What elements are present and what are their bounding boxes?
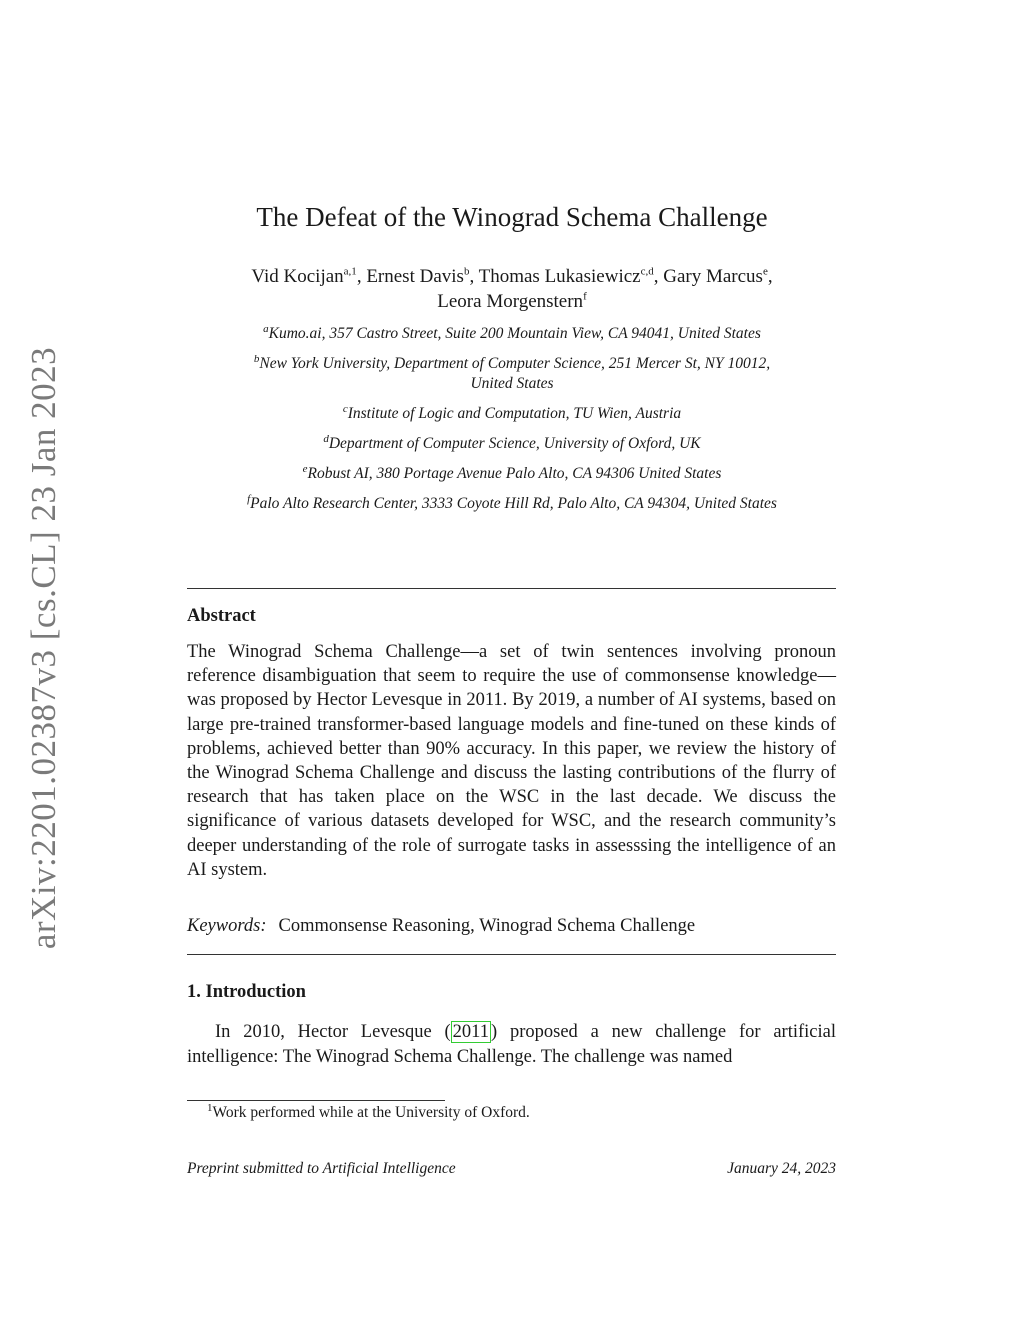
- keywords: [187, 916, 836, 937]
- affiliation-mark: b: [253, 352, 260, 365]
- footer-date: January 24, 2023: [727, 1160, 836, 1177]
- abstract-bottom-rule: [187, 954, 836, 955]
- author-affiliation-mark: b: [463, 265, 470, 278]
- affiliation-text-continued: United States: [470, 375, 554, 392]
- abstract-top-rule: [187, 588, 836, 589]
- author-affiliation-mark: c,d: [640, 265, 654, 278]
- author-affiliation-mark: f: [583, 290, 587, 303]
- citation-link[interactable]: 2011: [452, 1022, 489, 1042]
- affiliation-d: [170, 434, 854, 454]
- affiliation-b: [170, 354, 854, 394]
- keywords-label: Keywords:: [187, 916, 267, 936]
- author-affiliation-mark: e: [762, 265, 768, 278]
- footnote-rule: [187, 1100, 445, 1101]
- affiliation-e: [170, 464, 854, 484]
- footnote-text: Work performed while at the University of Oxford.: [212, 1104, 530, 1121]
- author-line-1: [150, 264, 874, 289]
- paper-title: The Defeat of the Winograd Schema Challenge: [256, 202, 768, 232]
- affiliation-mark: a: [263, 322, 269, 335]
- author-name: Thomas Lukasiewicz: [478, 266, 641, 287]
- affiliation-text: Department of Computer Science, University of Oxford, UK: [328, 435, 701, 452]
- affiliation-text: Institute of Logic and Computation, TU Wien, Austria: [347, 405, 682, 422]
- introduction-body: [187, 1020, 836, 1069]
- author-separator: ,: [653, 266, 664, 287]
- author-line-2: [150, 289, 874, 314]
- affiliation-mark: f: [247, 492, 251, 505]
- author-separator: ,: [356, 266, 367, 287]
- footer-preprint-note: Preprint submitted to Artificial Intelligence: [187, 1160, 456, 1177]
- author-separator: ,: [767, 266, 773, 287]
- intro-text-start: In 2010, Hector Levesque (: [215, 1022, 451, 1042]
- intro-text-rest: ) proposed a new challenge for artificial intelligence: The Winograd Schema Challenge. The challenge was named: [187, 1022, 836, 1067]
- affiliation-c: [170, 404, 854, 424]
- affiliation-text: Robust AI, 380 Portage Avenue Palo Alto, CA 94306 United States: [307, 465, 722, 482]
- abstract-heading: Abstract: [187, 606, 256, 626]
- keywords-text: Commonsense Reasoning, Winograd Schema Challenge: [278, 916, 696, 936]
- affiliation-f: [170, 494, 854, 514]
- author-list: [150, 264, 874, 314]
- affiliation-text: New York University, Department of Computer Science, 251 Mercer St, NY 10012,: [259, 355, 771, 372]
- author-name: Vid Kocijan: [251, 266, 344, 287]
- author-name: Gary Marcus: [663, 266, 763, 287]
- introduction-heading: 1. Introduction: [187, 982, 306, 1002]
- footnote: [207, 1101, 530, 1122]
- affiliation-a: [170, 324, 854, 344]
- affiliation-mark: c: [342, 402, 348, 415]
- arxiv-identifier-stamp: arXiv:2201.02387v3 [cs.CL] 23 Jan 2023: [24, 346, 63, 950]
- footnote-mark: 1: [207, 1101, 213, 1114]
- affiliation-text: Kumo.ai, 357 Castro Street, Suite 200 Mountain View, CA 94041, United States: [268, 325, 761, 342]
- author-affiliation-mark: a,1: [343, 265, 357, 278]
- author-name: Ernest Davis: [366, 266, 464, 287]
- abstract-body: The Winograd Schema Challenge—a set of twin sentences involving pronoun reference disambiguation that seem to require the use of commonsense knowledge—was proposed by Hector Levesque in 2011. By 2019, a number of AI systems, based on large pre-trained transformer-based language models and fine-tuned on these kinds of problems, achieved better than 90% accuracy. In this paper, we review the history of the Winograd Schema Challenge and discuss the lasting contributions of the flurry of research that has taken place on the WSC in the last decade. We discuss the significance of various datasets developed for WSC, and the research community’s deeper understanding of the role of surrogate tasks in assesssing the intelligence of an AI system.: [187, 642, 836, 880]
- affiliation-mark: e: [302, 462, 308, 475]
- author-name: Leora Morgenstern: [437, 291, 584, 312]
- affiliation-mark: d: [323, 432, 329, 445]
- affiliation-text: Palo Alto Research Center, 3333 Coyote Hill Rd, Palo Alto, CA 94304, United States: [250, 495, 777, 512]
- author-separator: ,: [469, 266, 479, 287]
